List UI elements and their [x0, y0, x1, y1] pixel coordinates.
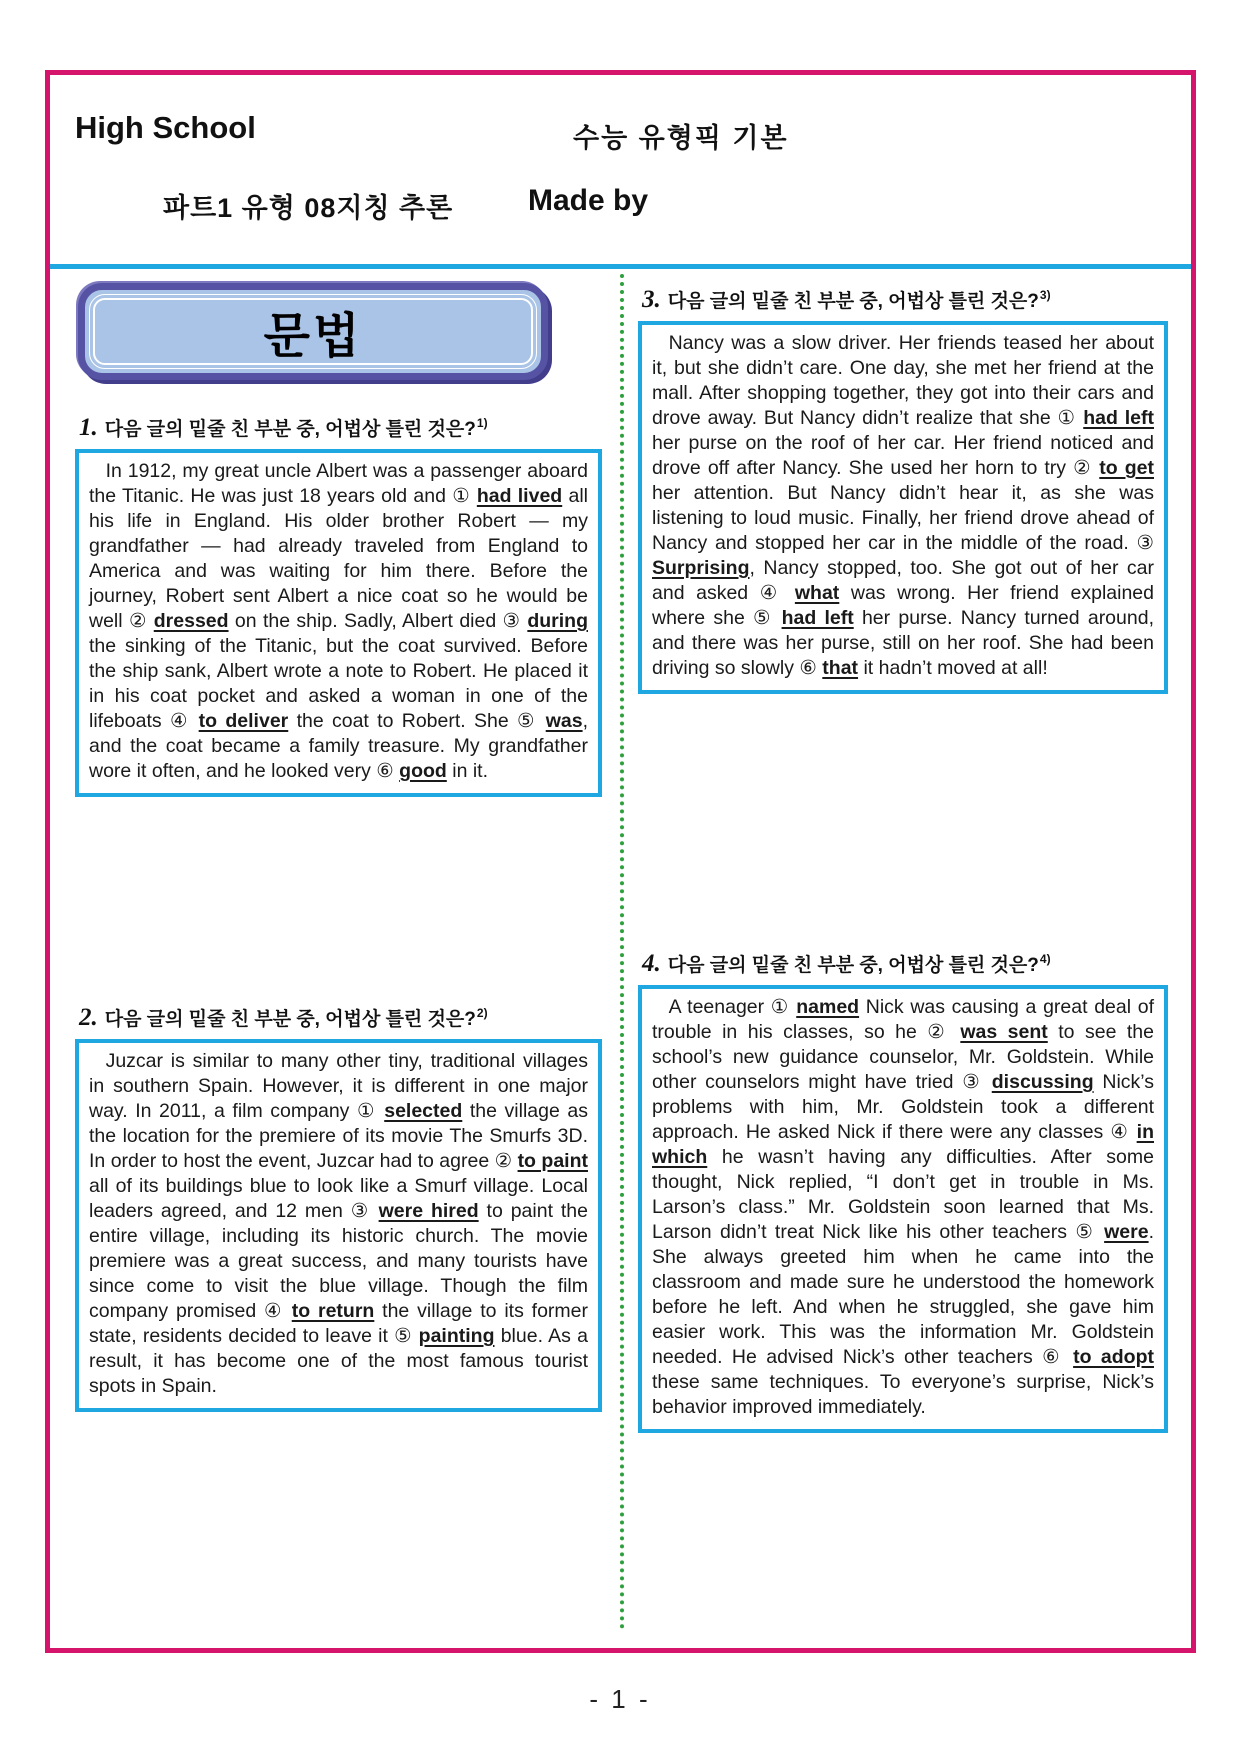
header-part-line: 파트1 유형 08지칭 추론 [163, 193, 454, 223]
section-title: 문법 [263, 310, 363, 363]
question-2-number: 2. [79, 1004, 98, 1031]
section-title-box-inner-ring [89, 294, 537, 369]
column-divider [620, 274, 624, 1630]
question-1-prompt [79, 414, 602, 442]
section-title-box [78, 283, 548, 380]
question-1-passage-text: In 1912, my great uncle Albert was a passenger aboard the Titanic. He was just 18 years old and ① had lived all his life in England. His older brother Robert — my grandfather — had already traveled from England to America and was waiting for him there. Before the journey, Robert sent Albert a nice coat so he would be well ② dressed on the ship. Sadly, Albert died ③ during the sinking of the Titanic, but the coat survived. Before the ship sank, Albert wrote a note to Robert. He placed it in his coat pocket and asked a woman in one of the lifeboats ④ to deliver the coat to Robert. She ⑤ was, and the coat became a family treasure. My grandfather wore it often, and he looked very ⑥ good in it. [89, 460, 589, 782]
question-4-footnote-marker: 4) [1039, 952, 1051, 966]
question-4-number: 4. [642, 950, 661, 977]
header-exam-type: 수능 유형픽 기본 [573, 123, 789, 153]
page-number: - 1 - [589, 1684, 651, 1714]
question-1-footnote-marker: 1) [476, 416, 488, 430]
question-2-prompt [79, 1004, 602, 1032]
section-title-box-inner [93, 298, 533, 365]
question-3-prompt-text: 다음 글의 밑줄 친 부분 중, 어법상 틀린 것은? [667, 291, 1039, 312]
question-3-number: 3. [642, 286, 661, 313]
question-2 [75, 1004, 602, 1412]
question-3-prompt [642, 286, 1168, 314]
question-4-passage-box [638, 985, 1168, 1433]
question-3-footnote-marker: 3) [1039, 288, 1051, 302]
question-1-number: 1. [79, 414, 98, 441]
header-school-title: High School [75, 110, 256, 145]
header-divider-rule [50, 264, 1191, 269]
question-2-prompt-text: 다음 글의 밑줄 친 부분 중, 어법상 틀린 것은? [104, 1009, 476, 1030]
question-2-passage-box [75, 1039, 602, 1412]
question-1 [75, 414, 602, 797]
question-4-passage-text: A teenager ① named Nick was causing a great deal of trouble in his classes, so he ② was sent to see the school’s new guidance counselor, Mr. Goldstein. While other counselors might have tried ③ discussing Nick’s problems with him, Mr. Goldstein took a different approach. He asked Nick if there were any classes ④ in which he wasn’t having any difficulties. After some thought, Nick replied, “I don’t get in trouble in Ms. Larson’s class.” Mr. Goldstein soon learned that Ms. Larson didn’t treat Nick like his other teachers ⑤ were. She always greeted him when he came into the classroom and made sure he understood the homework before he left. And when he struggled, she gave him easier work. This was the information Mr. Goldstein needed. He advised Nick’s other teachers ⑥ to adopt these same techniques. To everyone’s surprise, Nick’s behavior improved immediately. [652, 996, 1155, 1418]
question-4-prompt-text: 다음 글의 밑줄 친 부분 중, 어법상 틀린 것은? [667, 955, 1039, 976]
question-2-passage-text: Juzcar is similar to many other tiny, traditional villages in southern Spain. However, it is different in one major way. In 2011, a film company ① selected the village as the location for the premiere of its movie The Smurfs 3D. In order to host the event, Juzcar had to agree ② to paint all of its buildings blue to look like a Smurf village. Local leaders agreed, and 12 men ③ were hired to paint the entire village, including its historic church. The movie premiere was a great success, and many tourists have since come to visit the blue village. Though the film company promised ④ to return the village to its former state, residents decided to leave it ⑤ painting blue. As a result, it has become one of the most famous tourist spots in Spain. [89, 1050, 588, 1397]
question-3-passage-box [638, 321, 1168, 694]
question-2-footnote-marker: 2) [476, 1006, 488, 1020]
question-1-passage-box [75, 449, 602, 797]
question-4 [638, 950, 1168, 1433]
header-made-by: Made by [528, 184, 649, 217]
question-1-prompt-text: 다음 글의 밑줄 친 부분 중, 어법상 틀린 것은? [104, 419, 476, 440]
question-4-prompt [642, 950, 1168, 978]
question-3 [638, 286, 1168, 694]
question-3-passage-text: Nancy was a slow driver. Her friends teased her about it, but she didn’t care. One day, she met her friend at the mall. After shopping together, they got into their cars and drove away. But Nancy didn’t realize that she ① had left her purse on the roof of her car. Her friend noticed and drove off after Nancy. She used her horn to try ② to get her attention. But Nancy didn’t hear it, as she was listening to loud music. Finally, her friend drove ahead of Nancy and stopped her car in the middle of the road. ③ Surprising, Nancy stopped, too. She got out of her car and asked ④ what was wrong. Her friend explained where she ⑤ had left her purse. Nancy turned around, and there was her purse, still on her roof. She had been driving so slowly ⑥ that it hadn’t moved at all! [652, 332, 1154, 679]
